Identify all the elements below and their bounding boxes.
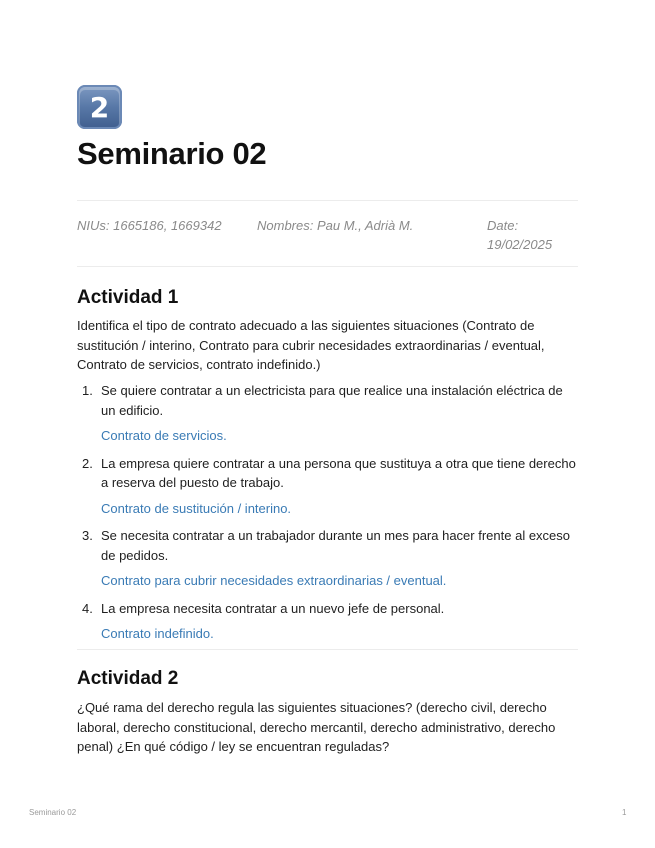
answer-text: Contrato de servicios.: [101, 428, 227, 443]
metadata-row: [77, 200, 578, 267]
item-number: 3.: [82, 528, 93, 543]
actividad-1-intro: Identifica el tipo de contrato adecuado a las siguientes situaciones (Contrato de sustitución / interino, Contrato para cubrir necesidades extraordinarias / eventual, Contrato de servicios, contrato indefinido.): [77, 318, 545, 372]
nius-field: NIUs: 1665186, 1669342: [77, 218, 222, 233]
list-item: [77, 381, 578, 446]
actividad-2-heading: Actividad 2: [77, 668, 179, 689]
actividad-1-list: [77, 381, 578, 644]
page-number: 1: [622, 808, 627, 817]
answer-text: Contrato de sustitución / interino.: [101, 500, 292, 516]
actividad-2-intro: ¿Qué rama del derecho regula las siguientes situaciones? (derecho civil, derecho laboral, derecho constitucional, derecho mercantil, derecho administrativo, derecho penal) ¿En qué código / ley se encuentran reguladas?: [77, 700, 556, 754]
list-item: [77, 526, 578, 591]
keycap-2-icon: 2: [77, 85, 122, 129]
item-number: 1.: [82, 383, 93, 398]
item-number: 4.: [82, 600, 93, 616]
question-text: La empresa quiere contratar a una persona que sustituya a otra que tiene derecho a reserva del puesto de trabajo.: [101, 455, 576, 490]
footer-title: Seminario 02: [29, 808, 77, 817]
question-text: Se quiere contratar a un electricista para que realice una instalación eléctrica de un edificio.: [101, 383, 563, 418]
names-field: Nombres: Pau M., Adrià M.: [257, 218, 414, 233]
list-item: [77, 599, 578, 644]
page-title: Seminario 02: [77, 136, 267, 171]
question-text: La empresa necesita contratar a un nuevo jefe de personal.: [101, 600, 445, 616]
section-divider: [77, 649, 578, 650]
actividad-1-heading: Actividad 1: [77, 287, 179, 308]
question-text: Se necesita contratar a un trabajador durante un mes para hacer frente al exceso de pedidos.: [101, 528, 571, 563]
list-item: [77, 454, 578, 519]
answer-text: Contrato para cubrir necesidades extraordinarias / eventual.: [101, 573, 447, 588]
date-field: Date: 19/02/2025: [487, 218, 553, 252]
answer-text: Contrato indefinido.: [101, 626, 214, 641]
item-number: 2.: [82, 455, 93, 471]
